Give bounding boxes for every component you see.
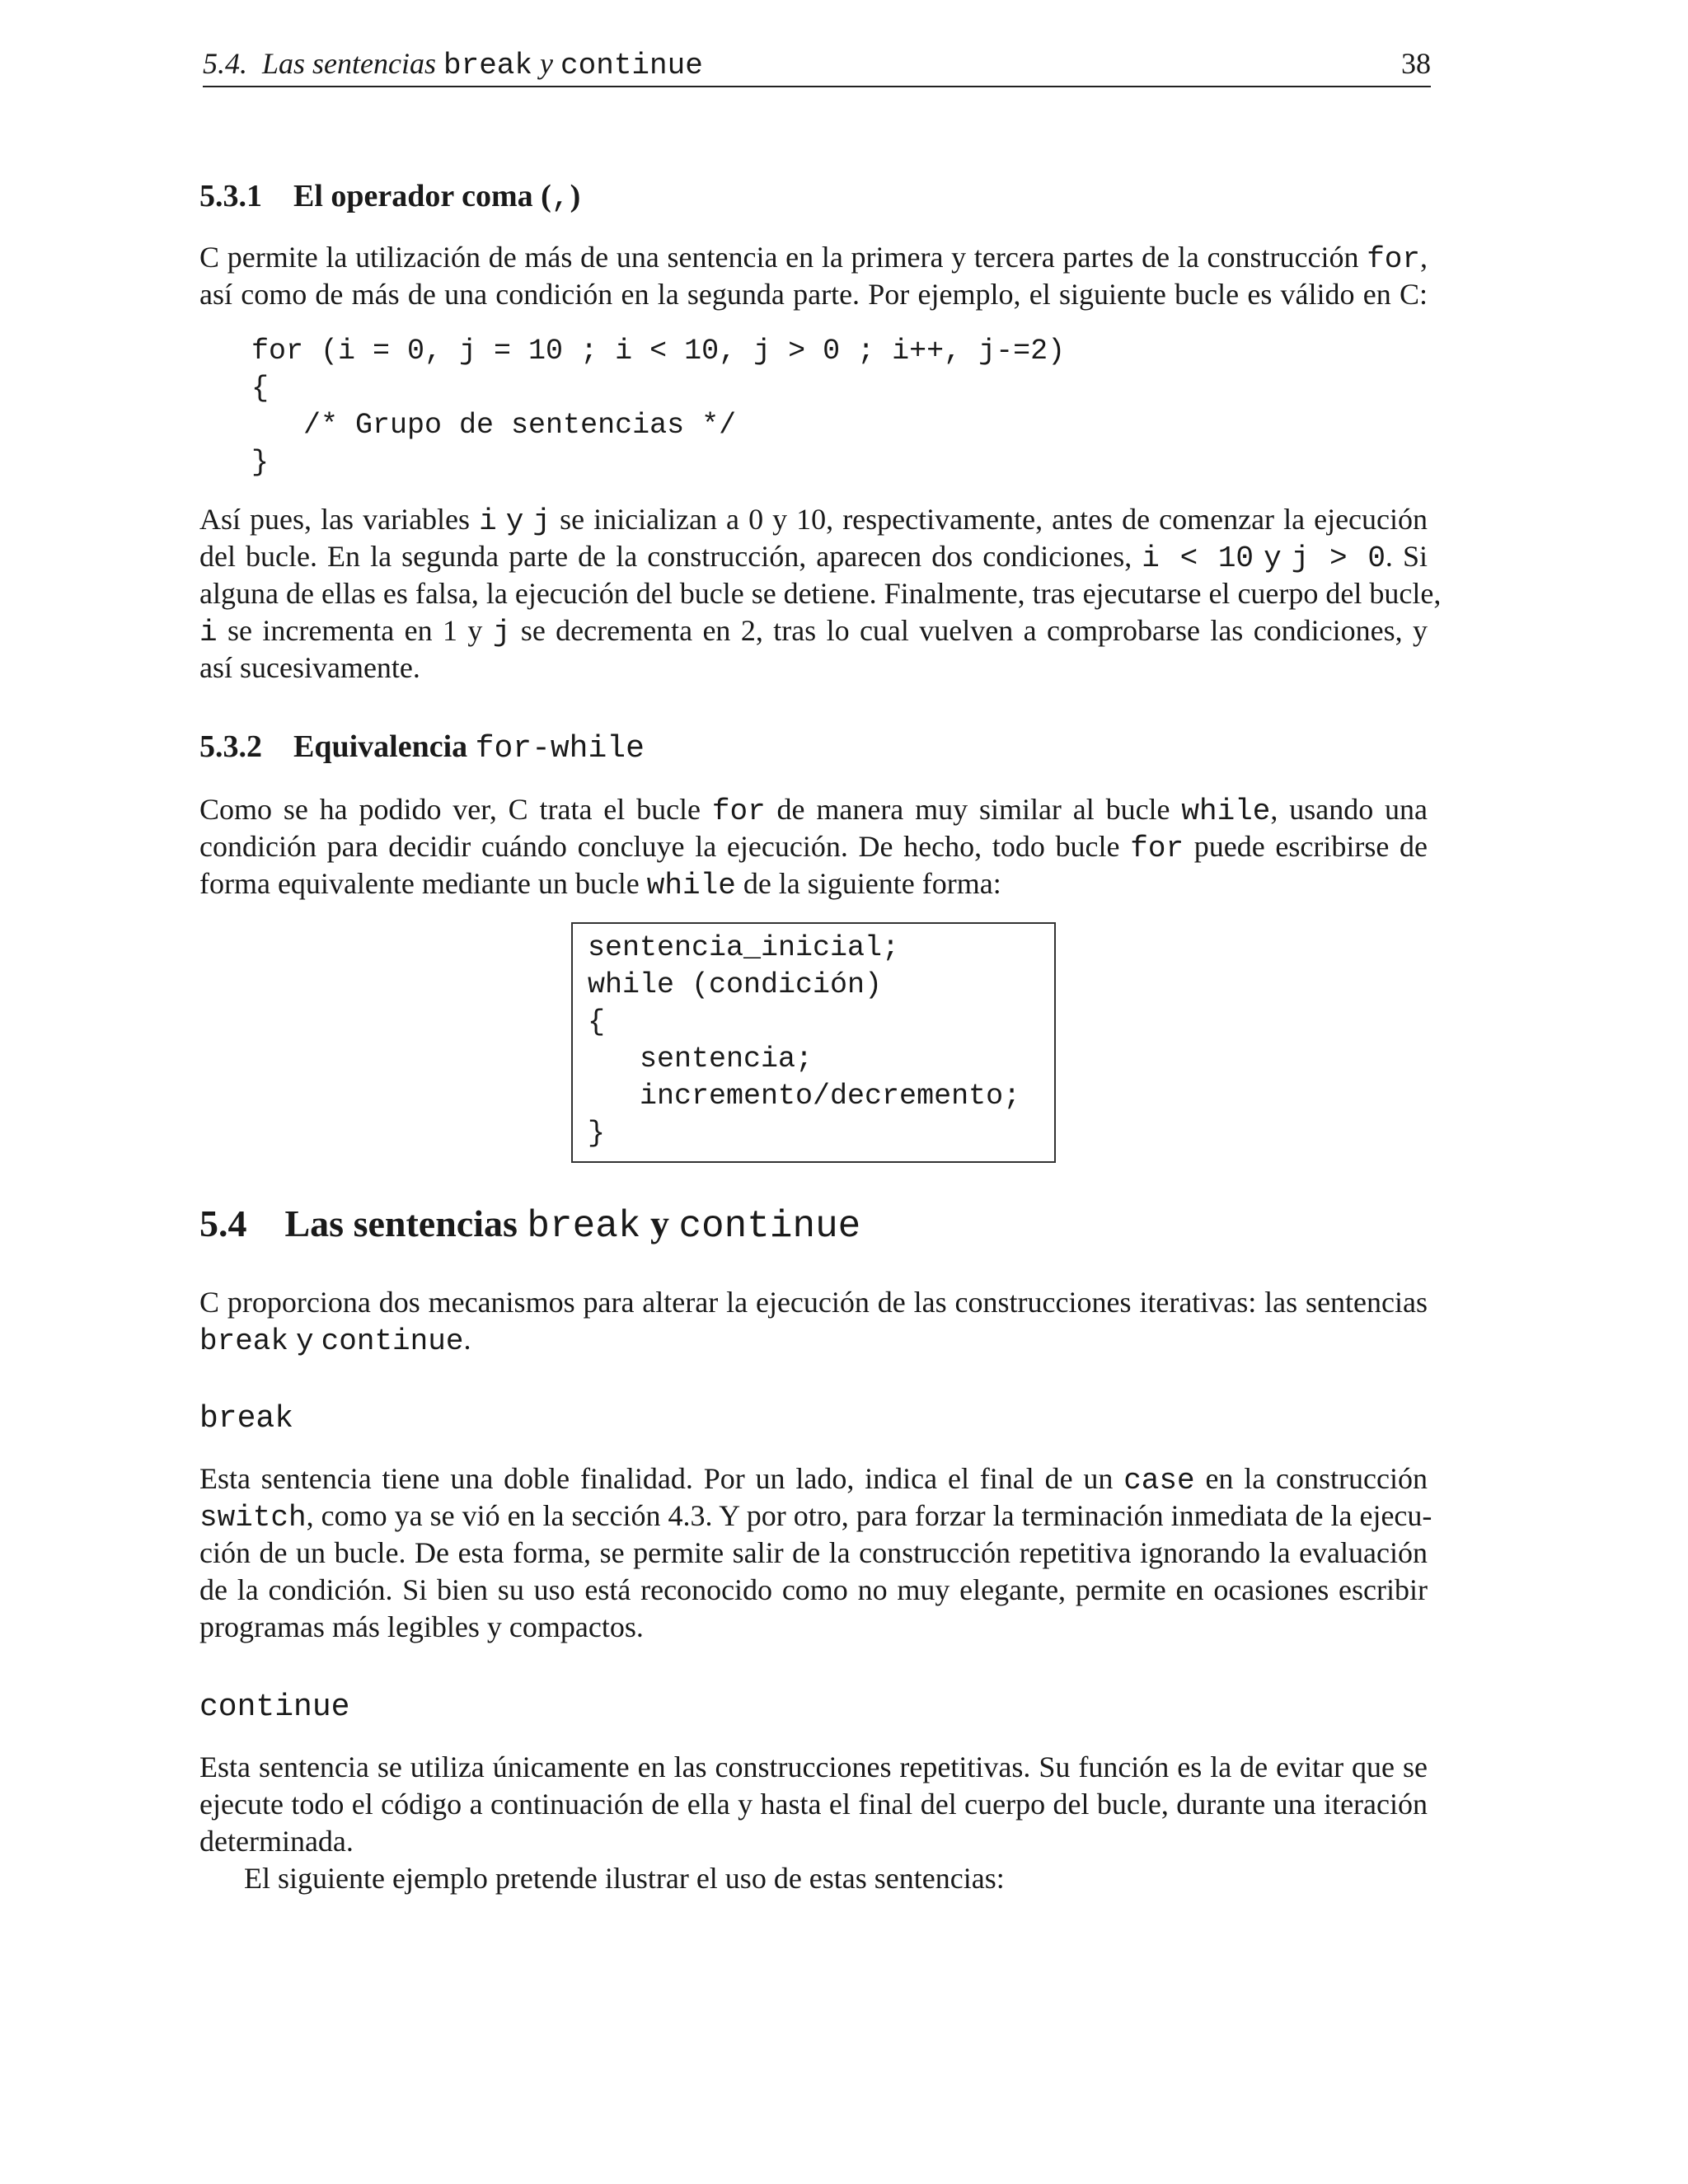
code-line: for (i = 0, j = 10 ; i < 10, j > 0 ; i++, j-=2) (251, 335, 1066, 368)
header-title-text: Las sentencias (262, 47, 436, 80)
code-line: /* Grupo de sentencias */ (251, 409, 737, 442)
header-section-ref: 5.4. (203, 47, 247, 80)
paragraph-line (199, 865, 1001, 904)
text-run: Así pues, las variables (199, 503, 471, 536)
inline-code: for (1367, 242, 1421, 276)
inline-code: y (505, 504, 524, 538)
inline-code: while (1181, 794, 1271, 828)
inline-code: i (479, 504, 497, 538)
section-heading-54 (199, 1202, 860, 1248)
page-number: 38 (1401, 47, 1431, 80)
code-box-line: sentencia_inicial; (588, 931, 900, 964)
subsection-number: 5.3.1 (199, 179, 262, 213)
text-run: de la siguiente forma: (743, 867, 1001, 900)
paragraph-heading-continue: continue (199, 1690, 350, 1725)
paragraph-line (244, 1860, 1005, 1897)
text-run: del bucle. En la segunda parte de la construcción, aparecen dos condiciones, (199, 540, 1132, 573)
paragraph-line (199, 1572, 1428, 1609)
inline-code: switch (199, 1501, 307, 1535)
paragraph-heading-break: break (199, 1401, 294, 1436)
subsection-title-code: for-while (475, 731, 645, 766)
paragraph-line (199, 649, 420, 687)
paragraph-line (199, 1321, 471, 1360)
text-run: Esta sentencia tiene una doble finalidad. Por un lado, indica el final de un (199, 1462, 1114, 1495)
subsection-number: 5.3.2 (199, 729, 262, 764)
running-header (203, 46, 1431, 87)
text-run: de manera muy similar al bucle (776, 793, 1170, 826)
subsection-heading-531 (199, 178, 580, 216)
paragraph-line (199, 1823, 354, 1860)
inline-code: j (492, 616, 511, 649)
inline-code: break (199, 1324, 289, 1358)
paragraph-line (199, 791, 1428, 830)
paragraph-line (199, 1284, 1428, 1321)
inline-code: y (1264, 541, 1282, 575)
text-run: , como ya se vió en la sección 4.3. Y por otro, para forzar la terminación inmediata de la ejecu- (306, 1499, 1432, 1532)
text-run: determinada. (199, 1825, 354, 1858)
text-run: así sucesivamente. (199, 651, 420, 684)
text-run: alguna de ellas es falsa, la ejecución del bucle se detiene. Finalmente, tras ejecutarse el cuerpo del bucle, (199, 577, 1442, 610)
text-run: condición para decidir cuándo concluye la ejecución. De hecho, todo bucle (199, 830, 1120, 863)
text-run: programas más legibles y compactos. (199, 1610, 644, 1643)
subsection-heading-532 (199, 729, 645, 766)
text-run: Como se ha podido ver, C trata el bucle (199, 793, 701, 826)
inline-code: j (532, 504, 551, 538)
code-line: { (251, 372, 270, 405)
section-title: Las sentencias (284, 1202, 518, 1244)
paragraph-line (199, 239, 1428, 278)
paragraph-line (199, 575, 1442, 612)
paragraph-line (199, 612, 1428, 651)
inline-code: case (1123, 1464, 1195, 1497)
text-run: ejecute todo el código a continuación de ella y hasta el final del cuerpo del bucle, durante una iteración (199, 1788, 1428, 1821)
text-run: se incrementa en 1 y (227, 614, 483, 647)
code-box-line: sentencia; (588, 1043, 814, 1076)
inline-code: while (646, 869, 736, 902)
subsection-title: El operador coma ( (293, 179, 551, 213)
text-run: C proporciona dos mecanismos para alterar la ejecución de las construcciones iterativas: las sentencias (199, 1286, 1428, 1319)
text-run: se inicializan a 0 y 10, respectivamente, antes de comenzar la ejecución (560, 503, 1428, 536)
paragraph-line (199, 1535, 1428, 1572)
text-run: ción de un bucle. De esta forma, se permite salir de la construcción repetitiva ignorando la evaluación (199, 1536, 1428, 1569)
text-run: El siguiente ejemplo pretende ilustrar el uso de estas sentencias: (244, 1862, 1005, 1895)
code-line: } (251, 446, 270, 479)
inline-code: for (1130, 832, 1184, 865)
text-run: puede escribirse de (1193, 830, 1428, 863)
inline-code: i (199, 616, 218, 649)
running-header-title (203, 46, 703, 82)
text-run: se decrementa en 2, tras lo cual vuelven a comprobarse las condiciones, y (520, 614, 1428, 647)
subsection-title-close: ) (570, 179, 581, 213)
inline-code: continue (321, 1324, 464, 1358)
section-title-code: continue (678, 1205, 861, 1248)
paragraph-line (199, 1497, 1432, 1536)
text-run: . (463, 1323, 471, 1356)
paragraph-line (199, 538, 1428, 577)
text-run: en la construcción (1205, 1462, 1428, 1495)
subsection-title-code: , (551, 180, 570, 216)
text-run: . Si (1385, 540, 1428, 573)
section-title-code: break (527, 1205, 641, 1248)
header-keyword-continue: continue (560, 49, 703, 82)
code-box-line: } (588, 1117, 606, 1150)
subsection-title: Equivalencia (293, 729, 468, 764)
text-run: de la condición. Si bien su uso está reconocido como no muy elegante, permite en ocasiones escribir (199, 1573, 1428, 1606)
paragraph-line (199, 276, 1428, 313)
header-keyword-break: break (443, 49, 533, 82)
paragraph-line (199, 501, 1428, 540)
code-box-line: while (condición) (588, 968, 883, 1001)
inline-code: for (711, 794, 766, 828)
text-run: , usando una (1270, 793, 1428, 826)
text-run: Esta sentencia se utiliza únicamente en las construcciones repetitivas. Su función es la de evitar que se (199, 1750, 1428, 1783)
header-conj: y (540, 47, 554, 80)
inline-code: i < 10 (1142, 541, 1254, 575)
inline-code: y (296, 1324, 314, 1358)
section-title-conj: y (649, 1202, 669, 1244)
text-run: así como de más de una condición en la segunda parte. Por ejemplo, el siguiente bucle es válido en C: (199, 278, 1428, 311)
text-run: C permite la utilización de más de una sentencia en la primera y tercera partes de la construcción (199, 241, 1359, 274)
paragraph-line (199, 1749, 1428, 1786)
header-rule (203, 86, 1431, 87)
text-run: , (1420, 241, 1428, 274)
inline-code: j > 0 (1291, 541, 1386, 575)
paragraph-line (199, 1786, 1428, 1823)
section-number: 5.4 (199, 1202, 247, 1244)
paragraph-line (199, 828, 1428, 867)
text-run: forma equivalente mediante un bucle (199, 867, 640, 900)
code-box-line: incremento/decremento; (588, 1080, 1021, 1113)
code-box-line: { (588, 1005, 606, 1038)
paragraph-line (199, 1460, 1428, 1499)
paragraph-line (199, 1609, 644, 1646)
